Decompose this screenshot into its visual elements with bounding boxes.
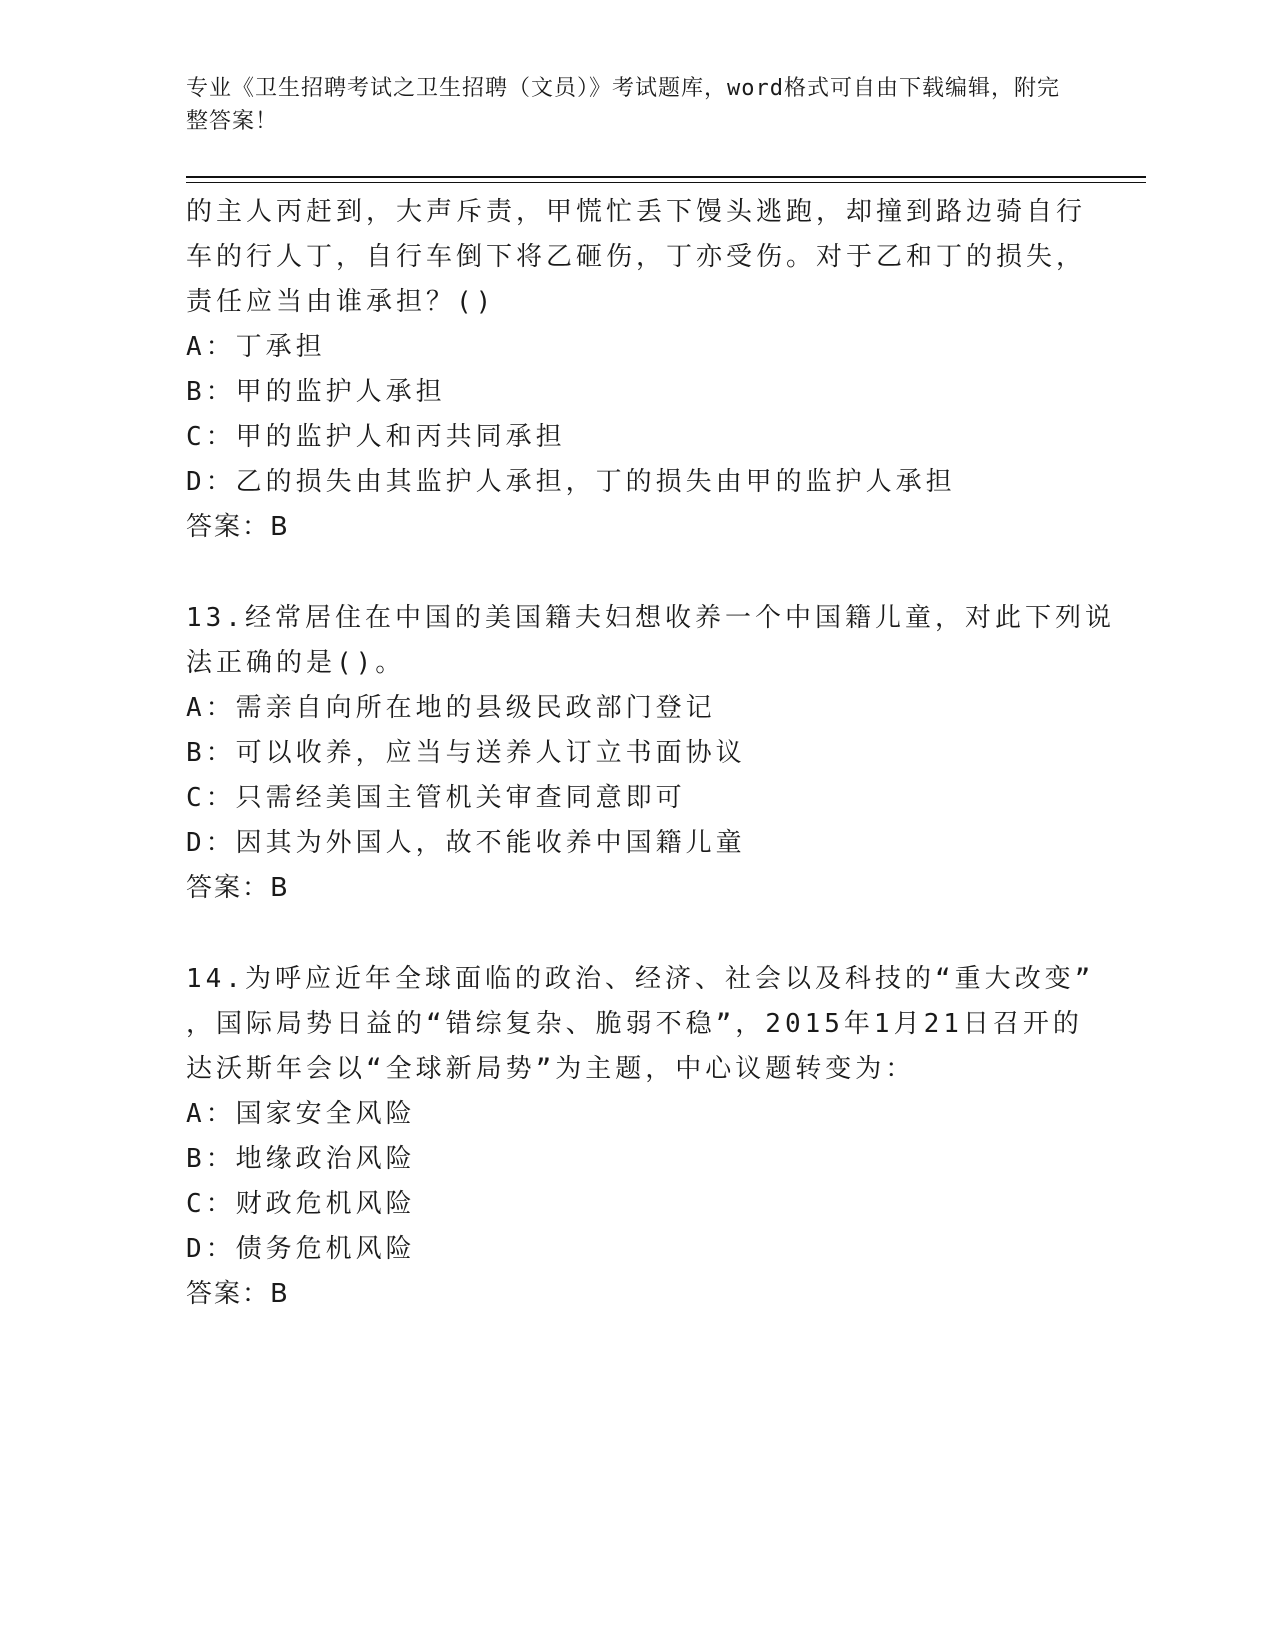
option-b: B：地缘政治风险 [186,1144,416,1174]
option-a: A：需亲自向所在地的县级民政部门登记 [186,693,716,723]
question-14 [186,957,1095,1317]
document-header: 专业《卫生招聘考试之卫生招聘（文员）》考试题库，word格式可自由下载编辑，附完整答案！ [186,76,1060,134]
question-stem-line: 法正确的是()。 [186,648,406,678]
option-c: C：甲的监护人和丙共同承担 [186,422,566,452]
question-list [186,190,1115,1317]
header-divider-thick [186,176,1146,178]
option-a: A：丁承担 [186,332,326,362]
question-13 [186,596,1115,911]
question-stem-line: 车的行人丁，自行车倒下将乙砸伤，丁亦受伤。对于乙和丁的损失， [186,242,1087,272]
spacer [186,911,1086,957]
option-c: C：只需经美国主管机关审查同意即可 [186,783,686,813]
answer-label: 答案：B [186,512,290,542]
question-stem-line: ，国际局势日益的“错综复杂、脆弱不稳”，2015年1月21日召开的 [186,1009,1083,1039]
answer-label: 答案：B [186,1279,290,1309]
spacer [186,550,1086,596]
option-d: D：债务危机风险 [186,1234,416,1264]
option-b: B：可以收养，应当与送养人订立书面协议 [186,738,746,768]
option-d: D：乙的损失由其监护人承担，丁的损失由甲的监护人承担 [186,467,956,497]
question-12 [186,190,1086,550]
question-stem-line: 的主人丙赶到，大声斥责，甲慌忙丢下馒头逃跑，却撞到路边骑自行 [186,197,1087,227]
option-d: D：因其为外国人，故不能收养中国籍儿童 [186,828,746,858]
answer-label: 答案：B [186,873,290,903]
question-stem-line: 14.为呼应近年全球面临的政治、经济、社会以及科技的“重大改变” [186,964,1095,994]
header-divider-thin [186,182,1146,183]
question-stem-line: 责任应当由谁承担？() [186,287,496,317]
option-c: C：财政危机风险 [186,1189,416,1219]
option-b: B：甲的监护人承担 [186,377,446,407]
question-stem-line: 13.经常居住在中国的美国籍夫妇想收养一个中国籍儿童，对此下列说 [186,603,1115,633]
option-a: A：国家安全风险 [186,1099,416,1129]
question-stem-line: 达沃斯年会以“全球新局势”为主题，中心议题转变为： [186,1054,916,1084]
